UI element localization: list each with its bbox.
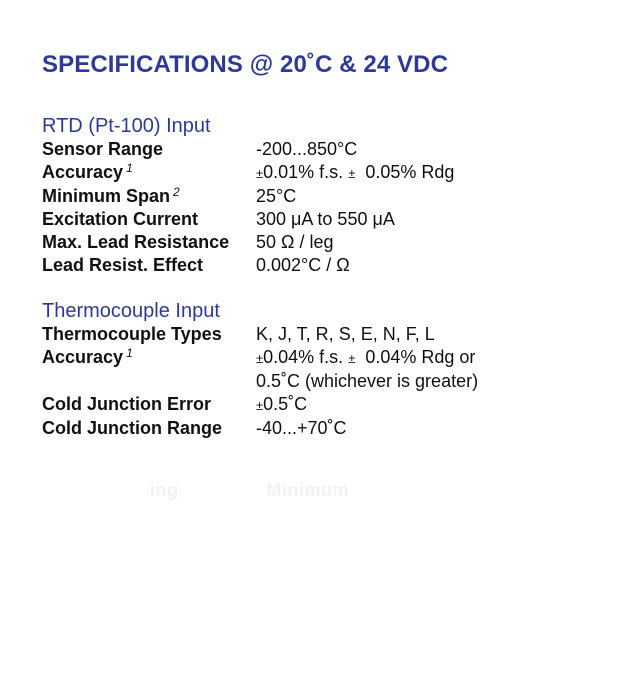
faded-bleed-through-text: ing Minimum [150,480,350,500]
spec-value [256,346,602,393]
spec-label [42,185,256,208]
spec-row-accuracy [42,161,602,185]
spec-row-thermocouple-types [42,323,602,346]
spec-value-part: 0.05% Rdg [355,162,455,182]
footnote-marker: 1 [126,161,133,175]
spec-row-max-lead-resistance [42,231,602,254]
spec-label-text: Accuracy [42,162,124,182]
spec-label-text: Accuracy [42,347,124,367]
spec-value [256,161,602,185]
spec-label: Cold Junction Range [42,418,222,438]
spec-row-minimum-span [42,185,602,208]
spec-label: Lead Resist. Effect [42,255,204,275]
spec-label [42,346,256,393]
spec-value: 300 μA to 550 μA [256,209,395,229]
spec-label: Sensor Range [42,139,164,159]
spec-value: 50 Ω / leg [256,232,334,252]
spec-row-cold-junction-range [42,417,602,440]
spec-value: K, J, T, R, S, E, N, F, L [256,324,435,344]
spec-value-line [256,346,602,370]
spec-value-part: 0.5˚C [263,394,308,414]
page-title: SPECIFICATIONS @ 20˚C & 24 VDC [42,51,449,78]
spec-label: Cold Junction Error [42,394,212,414]
plus-minus-symbol: ± [256,351,264,366]
spec-label: Excitation Current [42,209,199,229]
spec-value-part: 0.01% f.s. [263,162,349,182]
plus-minus-symbol: ± [256,166,264,181]
spec-row-accuracy [42,346,602,393]
spec-value: 0.002°C / Ω [256,255,350,275]
spec-value-part: 0.04% f.s. [263,347,349,367]
footnote-marker: 2 [173,185,180,199]
footnote-marker: 1 [126,346,133,360]
plus-minus-symbol: ± [256,398,264,413]
spec-row-excitation-current [42,208,602,231]
spec-value: -200...850°C [256,139,358,159]
thermocouple-section-heading: Thermocouple Input [42,300,220,322]
spec-document [42,50,602,440]
spec-row-cold-junction-error [42,393,602,417]
thermocouple-spec-table [42,323,602,440]
spec-value [256,393,602,417]
spec-value: 25°C [256,186,297,206]
plus-minus-symbol: ± [348,166,356,181]
spec-row-sensor-range [42,138,602,161]
spec-label [42,161,256,185]
rtd-section-heading: RTD (Pt-100) Input [42,115,211,137]
spec-row-lead-resist-effect [42,254,602,277]
spec-value-line: 0.5˚C (whichever is greater) [256,371,479,391]
spec-label: Max. Lead Resistance [42,232,230,252]
spec-label-text: Minimum Span [42,186,171,206]
spec-value-part: 0.04% Rdg or [355,347,476,367]
plus-minus-symbol: ± [348,351,356,366]
spec-label: Thermocouple Types [42,324,222,344]
rtd-spec-table [42,138,602,277]
spec-value: -40...+70˚C [256,418,347,438]
